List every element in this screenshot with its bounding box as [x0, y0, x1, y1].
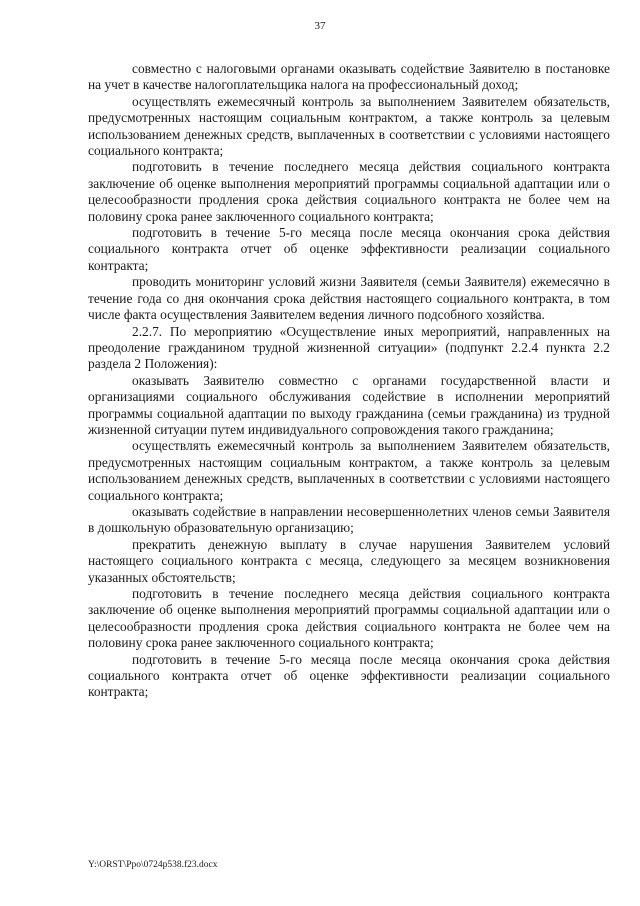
paragraph: прекратить денежную выплату в случае нарушения Заявителем условий настоящего социального контракта с месяца, следующего за месяцем возникновения указанных обстоятельств; [88, 536, 610, 585]
paragraph: подготовить в течение последнего месяца действия социального контракта заключение об оценке выполнения мероприятий программы социальной адаптации или о целесообразности продления срока действия социального контракта не более чем на половину срока ранее заключенного социального контракта; [88, 159, 610, 224]
paragraph: подготовить в течение 5-го месяца после месяца окончания срока действия социального контракта отчет об оценке эффективности реализации социального контракта; [88, 651, 610, 700]
section-heading-paragraph: 2.2.7. По мероприятию «Осуществление иных мероприятий, направленных на преодоление гражданином трудной жизненной ситуации» (подпункт 2.2.4 пункта 2.2 раздела 2 Положения): [88, 323, 610, 372]
paragraph: подготовить в течение последнего месяца действия социального контракта заключение об оценке выполнения мероприятий программы социальной адаптации или о целесообразности продления срока действия социального контракта не более чем на половину срока ранее заключенного социального контракта; [88, 586, 610, 651]
paragraph: оказывать Заявителю совместно с органами государственной власти и организациями социального обслуживания содействие в исполнении мероприятий программы социальной адаптации по выходу гражданина (семьи гражданина) из трудной жизненной ситуации путем индивидуального сопровождения такого гражданина; [88, 372, 610, 437]
footer-file-path: Y:\ORST\Ppo\0724p538.f23.docx [88, 860, 218, 870]
paragraph: осуществлять ежемесячный контроль за выполнением Заявителем обязательств, предусмотренных настоящим социальным контрактом, а также контроль за целевым использованием денежных средств, выплаченных в соответствии с условиями настоящего социального контракта; [88, 93, 610, 159]
paragraph: оказывать содействие в направлении несовершеннолетних членов семьи Заявителя в дошкольную образовательную организацию; [88, 503, 610, 536]
page-number: 37 [314, 20, 326, 32]
document-body [88, 61, 610, 701]
paragraph: совместно с налоговыми органами оказывать содействие Заявителю в постановке на учет в качестве налогоплательщика налога на профессиональный доход; [88, 61, 610, 93]
paragraph: подготовить в течение 5-го месяца после месяца окончания срока действия социального контракта отчет об оценке эффективности реализации социального контракта; [88, 225, 610, 273]
paragraph: проводить мониторинг условий жизни Заявителя (семьи Заявителя) ежемесячно в течение года со дня окончания срока действия настоящего социального контракта, в том числе факта осуществления Заявителем ведения личного подсобного хозяйства. [88, 274, 610, 323]
paragraph: осуществлять ежемесячный контроль за выполнением Заявителем обязательств, предусмотренных настоящим социальным контрактом, а также контроль за целевым использованием денежных средств, выплаченных в соответствии с условиями настоящего социального контракта; [88, 438, 610, 503]
